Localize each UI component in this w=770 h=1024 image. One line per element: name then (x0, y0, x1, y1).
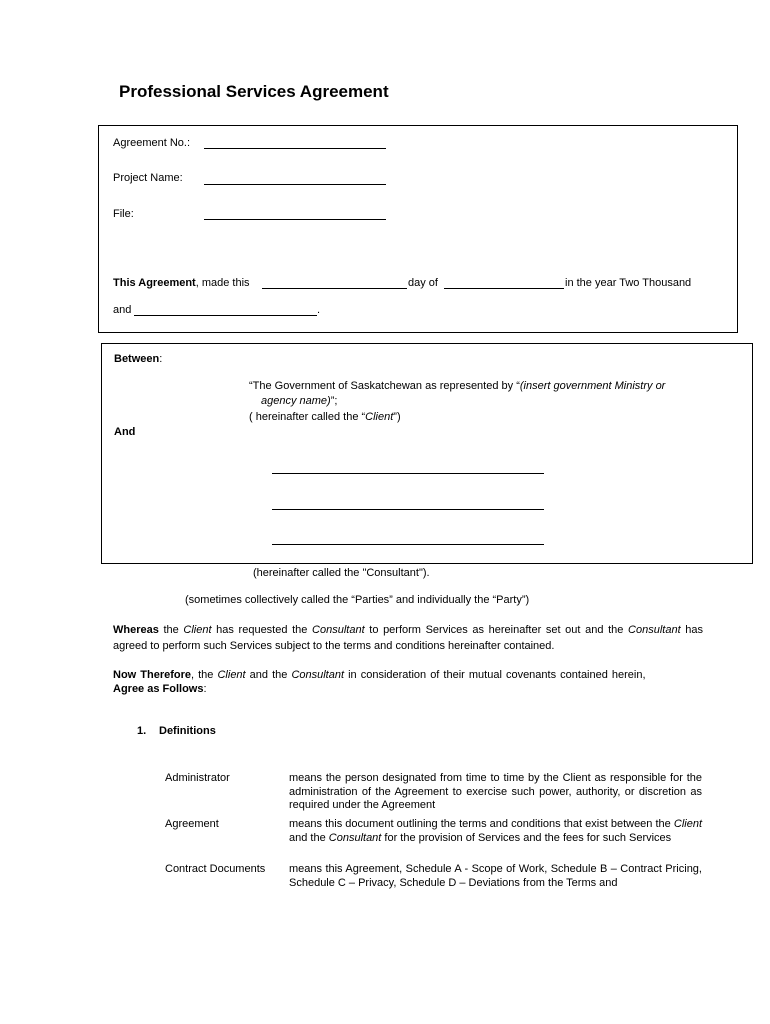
made-this-text: , made this (195, 277, 250, 289)
def-agreement-client: Client (673, 818, 702, 830)
whereas-paragraph (113, 622, 703, 654)
in-the-year-text: in the year Two Thousand (565, 277, 692, 289)
def-agreement-text-2: and the (289, 831, 329, 844)
project-name-label: Project Name: (113, 172, 183, 184)
agree-as-follows: Agree as Follows (113, 683, 204, 695)
now-therefore-text-3: in consideration of their mutual covenants contained herein, (344, 669, 646, 681)
gov-italic-1: (insert government Ministry or (519, 380, 666, 392)
year-period: . (317, 304, 321, 316)
parties-called-text: (sometimes collectively called the “Parties” and individually the “Party”) (185, 594, 530, 606)
whereas-consultant-2: Consultant (628, 624, 681, 636)
now-therefore-lead: Now Therefore (113, 669, 192, 681)
consultant-called-text: (hereinafter called the "Consultant"). (253, 567, 430, 579)
year-field[interactable] (134, 315, 317, 316)
whereas-lead: Whereas (113, 624, 159, 636)
whereas-text-4: has agreed to perform such Services subject to the terms and conditions hereinafter contained. (113, 624, 703, 652)
gov-tail: ”; (330, 395, 338, 407)
def-agreement-text-3: for the provision of Services and the fees for such Services (381, 831, 672, 844)
consultant-line-2[interactable] (272, 509, 544, 510)
between-colon: : (159, 353, 163, 365)
gov-text: “The Government of Saskatchewan as represented by “ (249, 380, 520, 392)
now-therefore-paragraph (113, 667, 703, 683)
agreement-no-field[interactable] (204, 148, 386, 149)
this-agreement-bold: This Agreement (113, 277, 196, 289)
definition-text: means this Agreement, Schedule A - Scope of Work, Schedule B – Contract Pricing, Schedule C – Privacy, Schedule D – Deviations from the Terms and (289, 863, 702, 889)
section-number-text: 1. (137, 725, 147, 737)
file-label: File: (113, 208, 134, 220)
file-field[interactable] (204, 219, 386, 220)
gov-italic-2: agency name) (261, 395, 331, 407)
parties-box (101, 343, 753, 564)
whereas-text-1: the (158, 624, 184, 636)
section-title (159, 725, 216, 737)
hereinafter-client-close: ”) (393, 411, 401, 423)
between-label (114, 353, 162, 365)
page-title: Professional Services Agreement (119, 82, 389, 101)
month-field[interactable] (444, 288, 564, 289)
definition-text (289, 818, 702, 845)
hereinafter-client-line (249, 411, 401, 423)
now-therefore-client: Client (217, 669, 246, 681)
section-title-text: Definitions (159, 725, 216, 737)
government-line-1 (249, 380, 665, 392)
whereas-client: Client (183, 624, 212, 636)
definition-text: means the person designated from time to time by the Client as responsible for the administration of the Agreement to exercise such power, authority, or discretion as required under the Agreement (289, 772, 702, 811)
whereas-text-2: has requested the (211, 624, 313, 636)
section-number (137, 725, 146, 737)
between-bold: Between (114, 353, 160, 365)
agreement-info-box (98, 125, 738, 333)
hereinafter-client-text: ( hereinafter called the “ (249, 411, 366, 423)
now-therefore-text-2: and the (245, 669, 292, 681)
day-field[interactable] (262, 288, 407, 289)
agree-as-follows-line (113, 683, 207, 695)
this-agreement-line (113, 277, 250, 289)
definition-term: Administrator (165, 772, 230, 784)
now-therefore-consultant: Consultant (291, 669, 345, 681)
client-word: Client (365, 411, 394, 423)
consultant-line-1[interactable] (272, 473, 544, 474)
definition-term: Agreement (165, 818, 219, 830)
project-name-field[interactable] (204, 184, 386, 185)
def-agreement-text-1: means this document outlining the terms and conditions that exist between the (289, 818, 674, 830)
definition-term: Contract Documents (165, 863, 266, 875)
def-agreement-consultant: Consultant (328, 831, 382, 844)
and-bold-label (114, 426, 135, 438)
whereas-text-3: to perform Services as hereinafter set out and the (364, 624, 629, 636)
government-line-2 (261, 395, 337, 407)
whereas-consultant: Consultant (312, 624, 365, 636)
now-therefore-text-1: , the (191, 669, 218, 681)
consultant-line-3[interactable] (272, 544, 544, 545)
day-of-text: day of (408, 277, 438, 289)
and-bold: And (114, 426, 136, 438)
and-label: and (113, 304, 132, 316)
agree-colon: : (203, 683, 207, 695)
agreement-no-label: Agreement No.: (113, 137, 191, 149)
